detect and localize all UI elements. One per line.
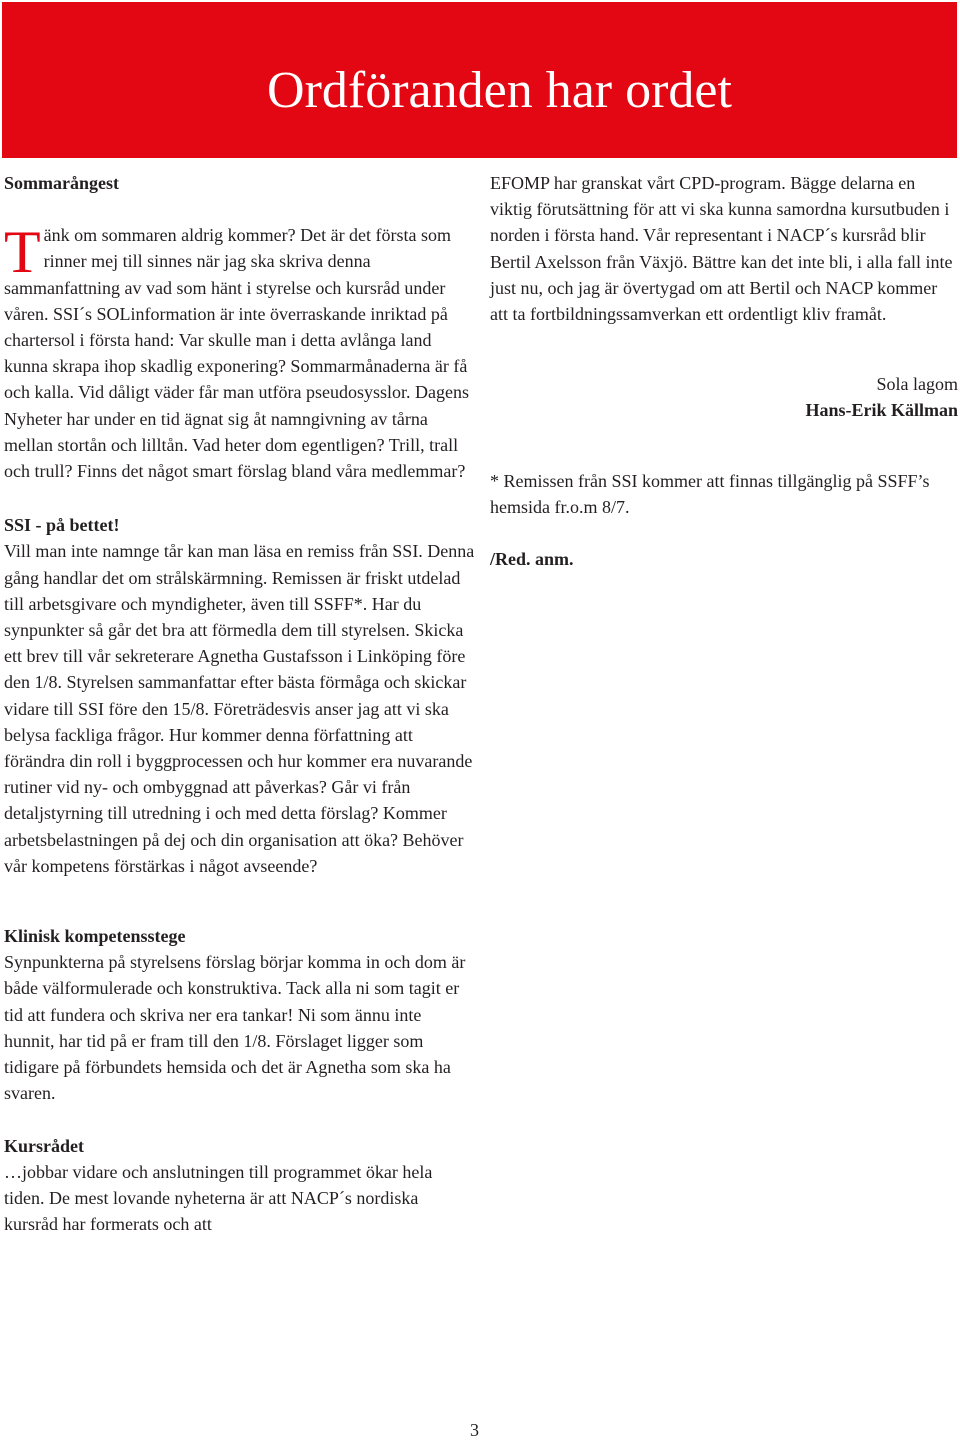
footnote: * Remissen från SSI kommer att finnas tillgänglig på SSFF’s hemsida fr.o.m 8/7. (490, 470, 930, 517)
paragraph-intro (4, 219, 476, 484)
editor-note: /Red. anm. (490, 549, 574, 570)
heading-sommarangest: Sommarångest (4, 173, 119, 193)
heading-klinisk: Klinisk kompetensstege (4, 926, 186, 947)
page-title: Ordföranden har ordet (267, 62, 732, 119)
paragraph-ssi: Vill man inte namnge tår kan man läsa en remiss från SSI. Denna gång handlar det om strålskärmning. Remissen är friskt utdelad till arbetsgivare och myndigheter, även till SSFF*. Har du synpunkter så går det bra att förmedla dem till styrelsen. Skicka ett brev till vår sekreterare Agnetha Gustafsson i Linköping före den 1/8. Styrelsen sammanfattar efter bästa förmåga och skickar vidare till SSI före den 15/8. Företrädesvis anser jag att vi ska belysa fackliga frågor. Hur kommer denna författning att förändra din roll i byggprocessen och hur kommer era nuvarande rutiner vid ny- och ombyggnad att påverkas? Går vi från detaljstyrning till utredning i och med detta förslag? Kommer arbetsbelastningen på dej och din organisation att öka? Behöver vår kompetens förstärkas i något avseende? (4, 541, 475, 876)
drop-cap: T (4, 219, 41, 286)
signature-greeting: Sola lagom (876, 374, 958, 395)
paragraph-efomp: EFOMP har granskat vårt CPD-program. Bägge delarna en viktig förutsättning för att vi ska kunna samordna kursutbuden i norden i första hand. Vår representant i NACP´s kursråd blir Bertil Axelsson från Växjö. Bättre kan det inte bli, i alla fall inte just nu, och jag är övertygad om att Bertil och NACP kommer att ta fortbildningssamverkan ett ordentligt kliv framåt. (490, 173, 953, 325)
title-banner (2, 2, 957, 158)
heading-kursradet: Kursrådet (4, 1135, 84, 1156)
paragraph-kursradet: …jobbar vidare och anslutningen till programmet ökar hela tiden. De mest lovande nyheterna är att NACP´s nordiska kursråd har formerats och att (4, 1161, 433, 1235)
page-number: 3 (470, 1420, 479, 1440)
left-column (4, 170, 476, 1237)
signature-name: Hans-Erik Källman (805, 400, 958, 421)
right-column (490, 170, 958, 572)
paragraph-klinisk: Synpunkterna på styrelsens förslag börjar komma in och dom är både välformulerade och konstruktiva. Tack alla ni som tagit er tid att fundera och skriva ner era tankar! Ni som ännu inte hunnit, har tid på er fram till den 1/8. Förslaget ligger som tidigare på förbundets hemsida och det är Agnetha som ska ha svaren. (4, 952, 466, 1104)
heading-ssi: SSI - på bettet! (4, 515, 120, 536)
paragraph-intro-text: änk om sommaren aldrig kommer? Det är det första som rinner mej till sinnes när jag ska skriva denna sammanfattning av vad som hänt i styrelse och kursråd under våren. SSI´s SOLinformation är inte överraskande inriktad på chartersol i första hand: Var skulle man i detta avlånga land kunna skrapa ihop skadlig exponering? Sommarmånaderna är få och kalla. Vid dåligt väder får man utföra pseudosysslor. Dagens Nyheter har under en tid ägnat sig åt namngivning av tårna mellan stortån och lilltån. Vad heter dom egentligen? Trill, trall och trull? Finns det något smart förslag bland våra medlemmar? (4, 225, 469, 482)
